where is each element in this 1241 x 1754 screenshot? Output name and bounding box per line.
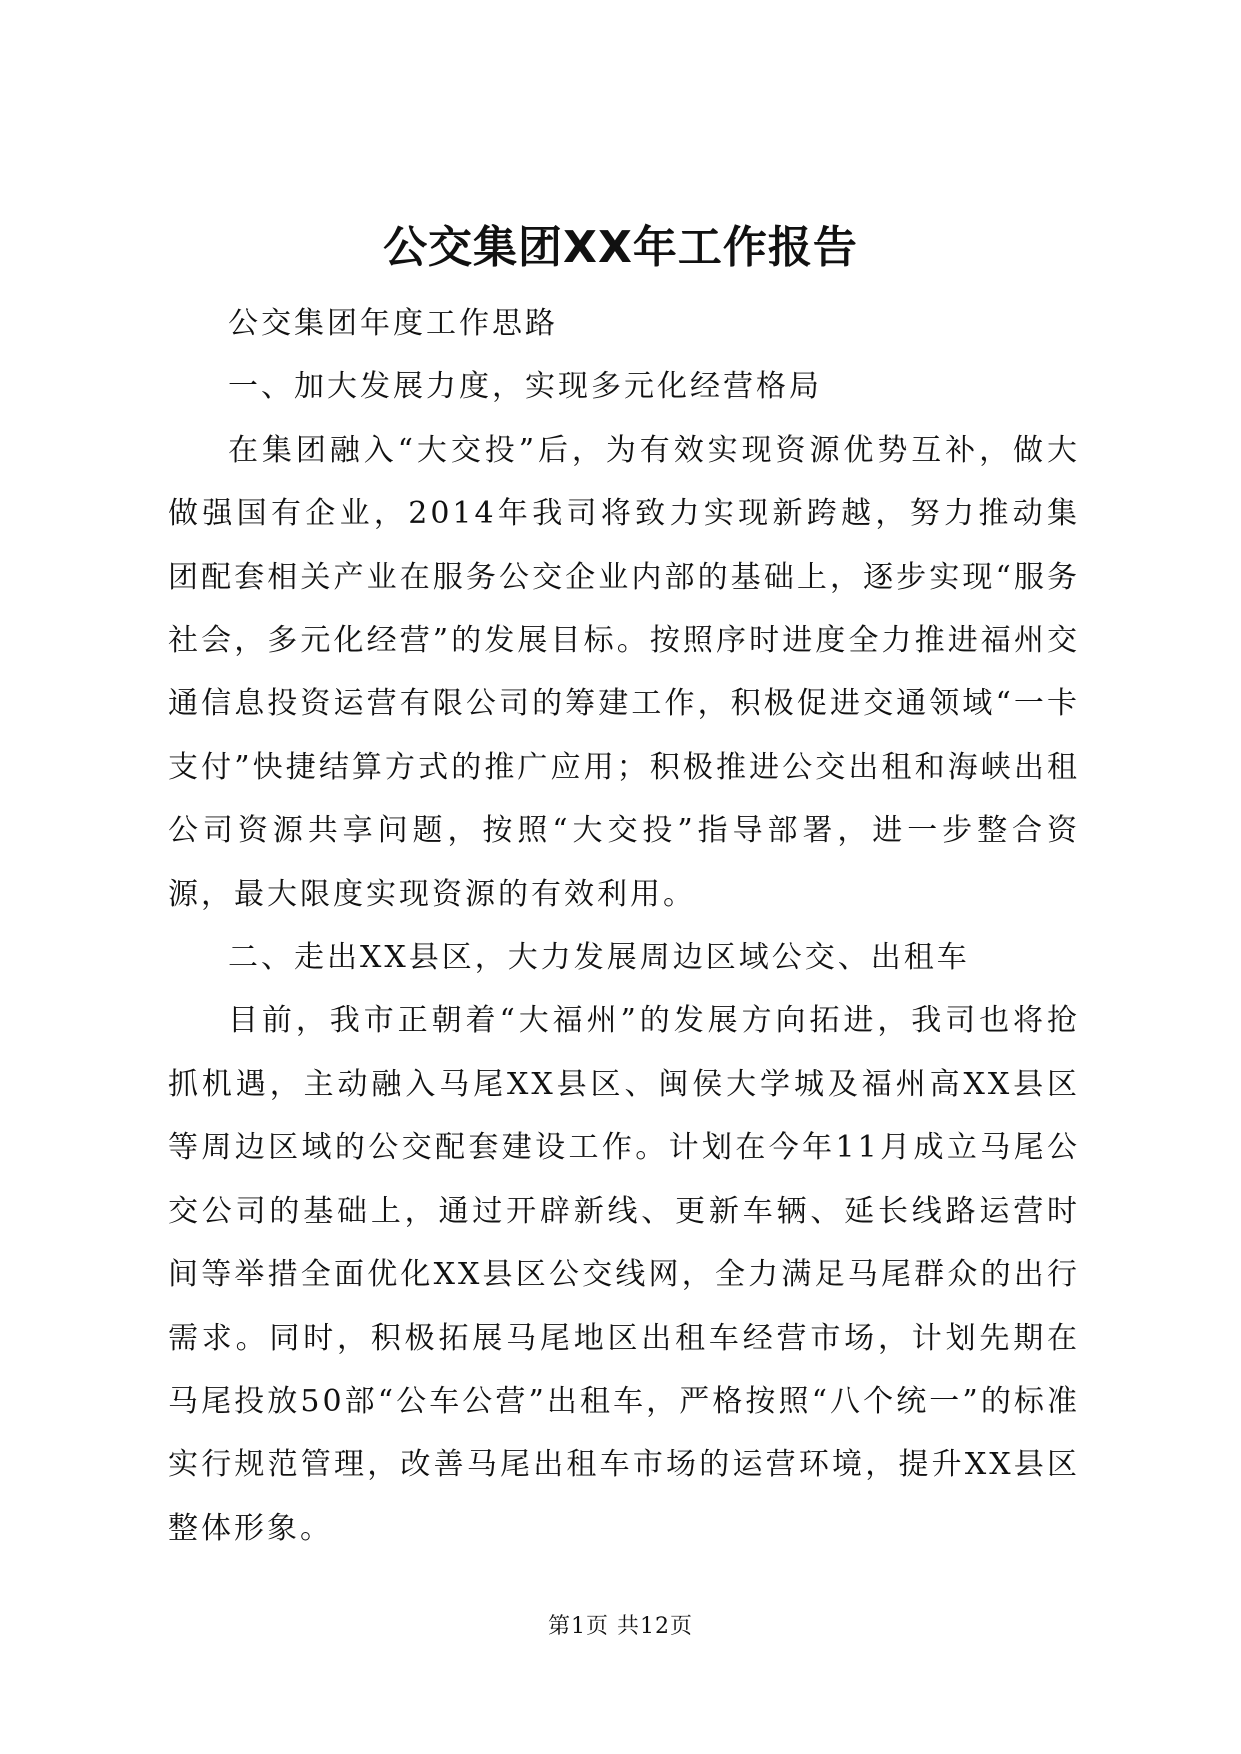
page-footer: 第1页 共12页 (548, 1614, 693, 1639)
paragraph-1: 在集团融入“大交投”后，为有效实现资源优势互补，做大做强国有企业，2014年我司将致力实现新跨越，努力推动集团配套相关产业在服务公交企业内部的基础上，逐步实现“服务社会，多元化经营”的发展目标。按照序时进度全力推进福州交通信息投资运营有限公司的筹建工作，积极促进交通领域“一卡支付”快捷结算方式的推广应用；积极推进公交出租和海峡出租公司资源共享问题，按照“大交投”指导部署，进一步整合资源，最大限度实现资源的有效利用。 (168, 432, 1080, 912)
paragraph-2: 目前，我市正朝着“大福州”的发展方向拓进，我司也将抢抓机遇，主动融入马尾XX县区、闽侯大学城及福州高XX县区等周边区域的公交配套建设工作。计划在今年11月成立马尾公交公司的基础上，通过开辟新线、更新车辆、延长线路运营时间等举措全面优化XX县区公交线网，全力满足马尾群众的出行需求。同时，积极拓展马尾地区出租车经营市场，计划先期在马尾投放50部“公车公营”出租车，严格按照“八个统一”的标准实行规范管理，改善马尾出租车市场的运营环境，提升XX县区整体形象。 (168, 1003, 1080, 1546)
section-heading-1: 一、加大发展力度，实现多元化经营格局 (228, 369, 822, 405)
section-heading-2: 二、走出XX县区，大力发展周边区域公交、出租车 (228, 940, 970, 976)
document-title: 公交集团XX年工作报告 (383, 222, 858, 273)
section-heading-work-plan: 公交集团年度工作思路 (228, 306, 558, 341)
document-body (168, 292, 1080, 1560)
